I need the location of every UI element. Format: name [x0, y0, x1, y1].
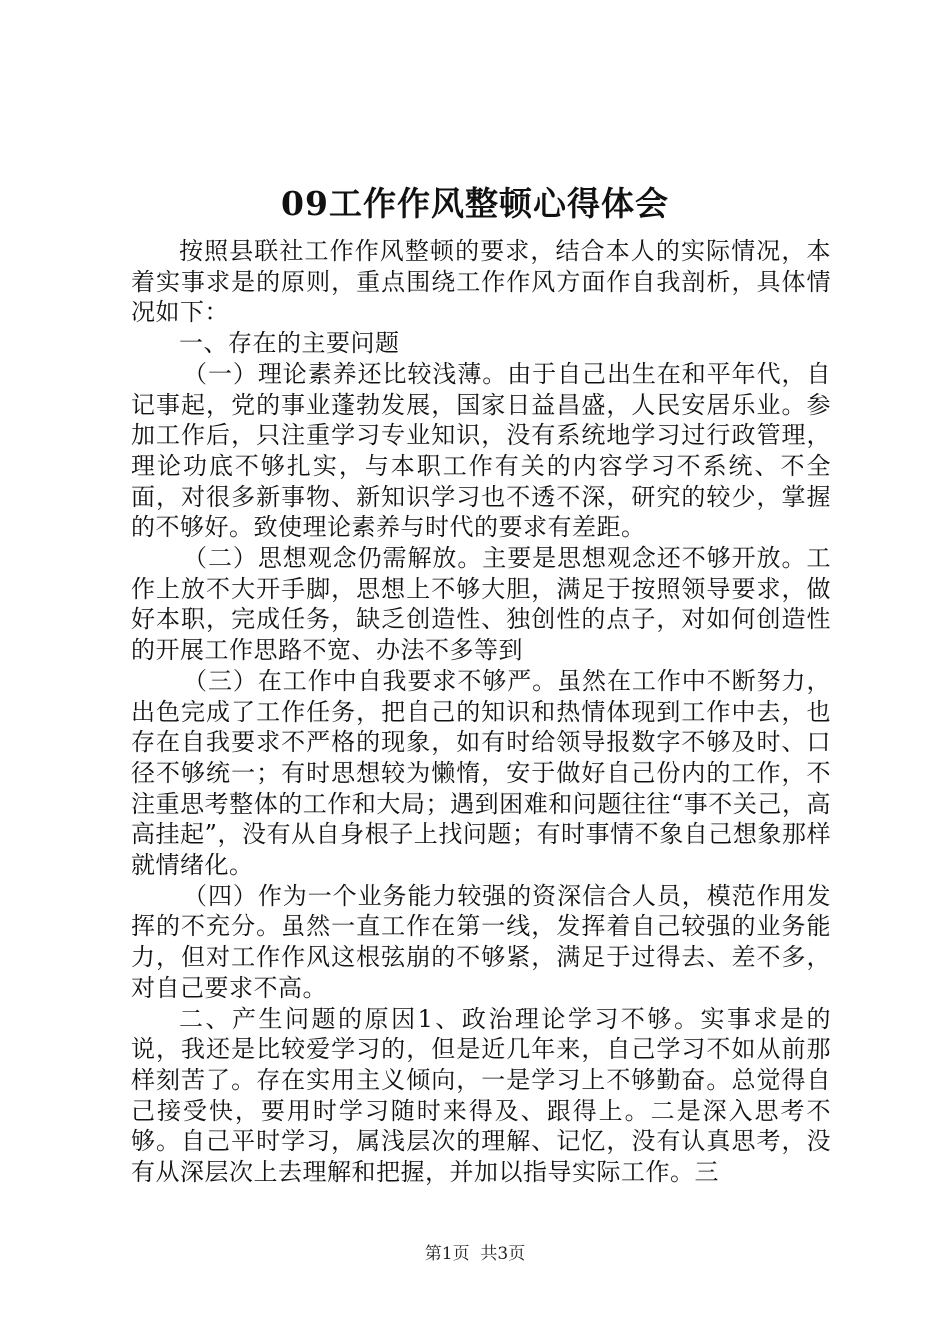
page-number-label: 第1页 共3页 — [424, 1244, 526, 1264]
causes-paragraph: 二、产生问题的原因1、政治理论学习不够。实事求是的说，我还是比较爱学习的，但是近几年来，自己学习不如从前那样刻苦了。存在实用主义倾向，一是学习上不够勤奋。总觉得自己接受快，要用时学习随时来得及、跟得上。二是深入思考不够。自己平时学习，属浅层次的理解、记忆，没有认真思考，没有从深层次上去理解和把握，并加以指导实际工作。三 — [131, 1004, 831, 1187]
intro-paragraph: 按照县联社工作作风整顿的要求，结合本人的实际情况，本着实事求是的原则，重点围绕工作作风方面作自我剖析，具体情况如下： — [131, 237, 831, 327]
section-heading-problems: 一、存在的主要问题 — [179, 329, 400, 358]
document-body — [131, 236, 831, 1188]
problem-paragraph-1: （一）理论素养还比较浅薄。由于自己出生在和平年代，自记事起，党的事业蓬勃发展，国家日益昌盛，人民安居乐业。参加工作后，只注重学习专业知识，没有系统地学习过行政管理，理论功底不够扎实，与本职工作有关的内容学习不系统、不全面，对很多新事物、新知识学习也不透不深，研究的较少，掌握的不够好。致使理论素养与时代的要求有差距。 — [131, 359, 831, 542]
problem-paragraph-3: （三）在工作中自我要求不够严。虽然在工作中不断努力，出色完成了工作任务，把自己的知识和热情体现到工作中去，也存在自我要求不严格的现象，如有时给领导报数字不够及时、口径不够统一；有时思想较为懒惰，安于做好自己份内的工作，不注重思考整体的工作和大局；遇到困难和问题往往“事不关己，高高挂起”，没有从自身根子上找问题；有时事情不象自己想象那样就情绪化。 — [131, 666, 831, 880]
page-footer — [0, 1243, 950, 1265]
problem-paragraph-4: （四）作为一个业务能力较强的资深信合人员，模范作用发挥的不充分。虽然一直工作在第一线，发挥着自己较强的业务能力，但对工作作风这根弦崩的不够紧，满足于过得去、差不多，对自己要求不高。 — [131, 881, 831, 1002]
problem-paragraph-2: （二）思想观念仍需解放。主要是思想观念还不够开放。工作上放不大开手脚，思想上不够大胆，满足于按照领导要求，做好本职，完成任务，缺乏创造性、独创性的点子，对如何创造性的开展工作思路不宽、办法不多等到 — [131, 544, 831, 665]
document-title: 09工作作风整顿心得体会 — [281, 184, 669, 223]
